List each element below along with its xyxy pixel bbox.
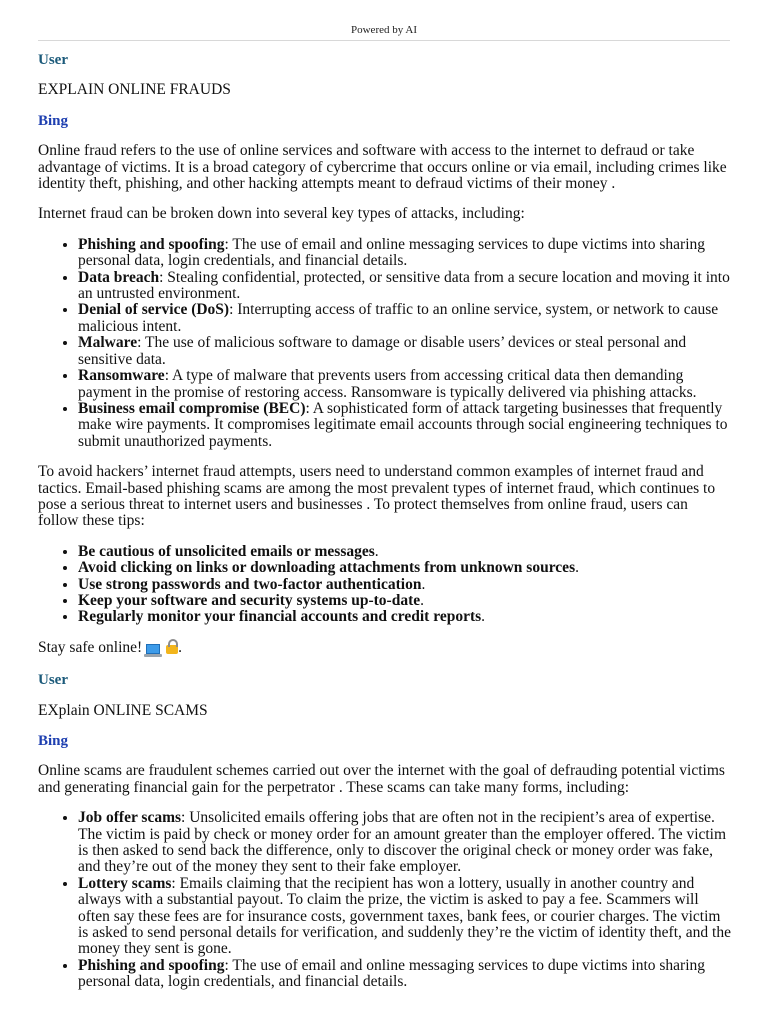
powered-by-label: Powered by AI	[351, 24, 417, 36]
list-item-desc: : Emails claiming that the recipient has won a lottery, usually in another country and always with a substantial payout. To claim the prize, the victim is asked to pay a fee. Scammers will often say these fees are for insurance costs, government taxes, bank fees, or courier charges. The victim is asked to send personal details for verification, and suddenly they’re the victim of identity theft, and the money they sent is gone.	[78, 874, 731, 958]
user-label: User	[38, 672, 68, 689]
list-item	[78, 577, 732, 593]
list-item-term: Regularly monitor your financial accounts and credit reports	[78, 608, 482, 626]
user-message: EXplain ONLINE SCAMS	[38, 701, 208, 719]
list-item-desc: .	[575, 559, 579, 577]
list-item-desc: : Stealing confidential, protected, or sensitive data from a secure location and moving it into an untrusted environment.	[78, 268, 730, 303]
conversation	[38, 52, 732, 1005]
list-item	[78, 401, 732, 450]
list-item-desc: .	[421, 575, 426, 593]
list-item	[78, 368, 732, 401]
list-item	[78, 609, 732, 625]
list-item-desc: : Interrupting access of traffic to an online service, system, or network to cause malicious intent.	[78, 301, 719, 335]
list-item-term: Ransomware	[78, 367, 165, 385]
list-item	[78, 544, 732, 560]
list-item	[78, 593, 732, 609]
list-item	[78, 302, 732, 335]
list-item-term: Lottery scams	[78, 874, 172, 892]
list-item	[78, 270, 732, 303]
list-item-term: Use strong passwords and two-factor authentication	[78, 575, 422, 593]
list-item-term: Keep your software and security systems up-to-date	[78, 591, 421, 609]
list-item-term: Phishing and spoofing	[78, 956, 225, 974]
bing-label: Bing	[38, 112, 69, 129]
list-item-desc: : The use of email and online messaging services to dupe victims into sharing personal data, login credentials, and financial details.	[78, 956, 706, 991]
list-item	[78, 810, 732, 876]
lock-icon	[166, 645, 178, 654]
list-item	[78, 958, 732, 991]
list-item-term: Phishing and spoofing	[78, 235, 225, 253]
list-item-desc: : The use of email and online messaging services to dupe victims into sharing personal data, login credentials, and financial details.	[78, 235, 706, 270]
bing-paragraph: To avoid hackers’ internet fraud attempts, users need to understand common examples of internet fraud and tactics. Email-based phishing scams are among the most prevalent types of internet fraud, which continues to pose a serious threat to internet users and businesses . To protect themselves from online fraud, users can follow these tips:	[38, 463, 716, 530]
list-item-desc: .	[420, 591, 424, 609]
list-item-term: Avoid clicking on links or downloading attachments from unknown sources	[78, 559, 576, 577]
user-message: EXPLAIN ONLINE FRAUDS	[38, 81, 231, 99]
list-item	[78, 876, 732, 958]
bing-paragraph: Online scams are fraudulent schemes carried out over the internet with the goal of defrauding potential victims and generating financial gain for the perpetrator . These scams can take many forms, including:	[38, 762, 725, 796]
user-label: User	[38, 52, 68, 68]
list-item	[78, 560, 732, 576]
list-item-desc: : Unsolicited emails offering jobs that are often not in the recipient’s area of expertise. The victim is paid by check or money order for an amount greater than the employer offered. The victim is then asked to send back the difference, only to discover the original check or money order was fake, and they’re out of the money they sent to their fake employer.	[78, 809, 727, 876]
list-item-desc: : A type of malware that prevents users from accessing critical data then demanding payment in the promise of restoring access. Ransomware is typically delivered via phishing attacks.	[78, 367, 697, 401]
list-item	[78, 335, 732, 368]
list-item-desc: .	[374, 542, 379, 560]
list-item	[78, 237, 732, 270]
powered-by-header	[38, 24, 730, 41]
list-item-term: Denial of service (DoS)	[78, 301, 230, 319]
list-item-term: Malware	[78, 334, 138, 352]
list-item-term: Business email compromise (BEC)	[78, 399, 306, 417]
bing-label: Bing	[38, 733, 69, 749]
closing-period: .	[178, 638, 183, 656]
list-item-desc: .	[481, 608, 486, 626]
list-item-term: Be cautious of unsolicited emails or messages	[78, 542, 375, 560]
bing-paragraph: Online fraud refers to the use of online services and software with access to the internet to defraud or take advantage of victims. It is a broad category of cybercrime that occurs online or via email, including crimes like identity theft, phishing, and other hacking attempts meant to defraud victims of their money .	[38, 142, 727, 193]
scam-types-list	[38, 810, 732, 990]
fraud-types-list	[38, 237, 732, 450]
list-item-desc: : A sophisticated form of attack targeting businesses that frequently make wire payments. It compromises legitimate email accounts through social engineering techniques to submit unauthorized payments.	[78, 399, 728, 450]
list-item-term: Job offer scams	[78, 809, 182, 827]
bing-paragraph: Internet fraud can be broken down into several key types of attacks, including:	[38, 205, 525, 223]
tips-list	[38, 544, 732, 626]
closing-line	[38, 640, 732, 658]
list-item-desc: : The use of malicious software to damage or disable users’ devices or steal personal and sensitive data.	[78, 334, 687, 368]
closing-text: Stay safe online!	[38, 638, 143, 656]
list-item-term: Data breach	[78, 268, 160, 286]
laptop-icon	[146, 642, 160, 658]
